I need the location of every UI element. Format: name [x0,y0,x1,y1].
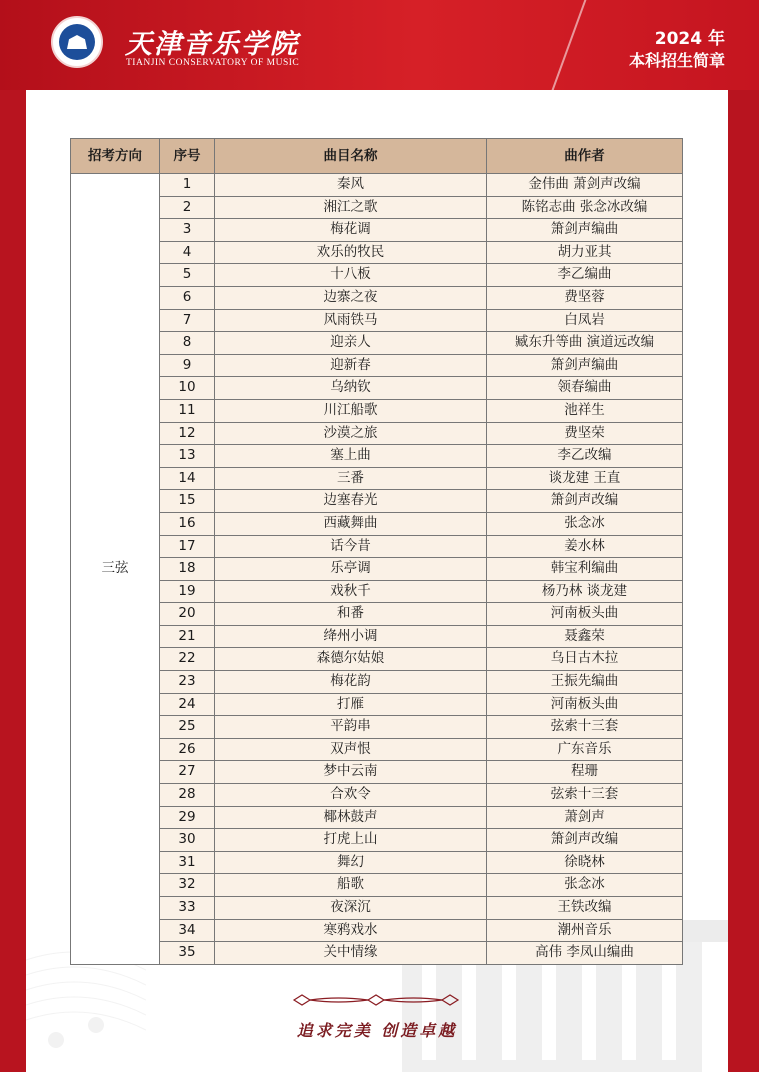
table-row [71,671,683,694]
table-header-row [71,139,683,174]
row-number-cell: 9 [160,354,215,377]
composer-cell: 高伟 李凤山编曲 [487,942,683,965]
composer-cell: 弦索十三套 [487,784,683,807]
composer-cell: 费坚蓉 [487,286,683,309]
piece-title-cell: 三番 [215,467,487,490]
row-number-cell: 3 [160,219,215,242]
composer-cell: 李乙改编 [487,445,683,468]
table-row [71,829,683,852]
piece-title-cell: 秦风 [215,174,487,197]
row-number-cell: 12 [160,422,215,445]
composer-cell: 潮州音乐 [487,919,683,942]
table-row [71,919,683,942]
composer-cell: 李乙编曲 [487,264,683,287]
piece-title-cell: 梦中云南 [215,761,487,784]
row-number-cell: 33 [160,897,215,920]
table-row [71,580,683,603]
piece-title-cell: 梅花韵 [215,671,487,694]
row-number-cell: 27 [160,761,215,784]
table-row [71,467,683,490]
row-number-cell: 29 [160,806,215,829]
row-number-cell: 17 [160,535,215,558]
header-number: 序号 [160,139,215,174]
row-number-cell: 10 [160,377,215,400]
header-category: 招考方向 [71,139,160,174]
piece-title-cell: 打雁 [215,693,487,716]
row-number-cell: 24 [160,693,215,716]
piece-title-cell: 迎新春 [215,354,487,377]
composer-cell: 姜水林 [487,535,683,558]
row-number-cell: 23 [160,671,215,694]
composer-cell: 韩宝利编曲 [487,558,683,581]
piece-title-cell: 乌纳钦 [215,377,487,400]
piece-title-cell: 边塞春光 [215,490,487,513]
piece-title-cell: 乐亭调 [215,558,487,581]
row-number-cell: 11 [160,399,215,422]
composer-cell: 箫剑声编曲 [487,354,683,377]
composer-cell: 箫剑声改编 [487,829,683,852]
table-row [71,806,683,829]
year-label: 2024 年 [654,29,725,49]
piece-title-cell: 欢乐的牧民 [215,241,487,264]
piece-title-cell: 川江船歌 [215,399,487,422]
table-row [71,648,683,671]
table-row [71,264,683,287]
row-number-cell: 26 [160,738,215,761]
header-divider [549,0,589,90]
row-number-cell: 8 [160,332,215,355]
composer-cell: 王铁改编 [487,897,683,920]
ornament-divider [288,994,464,1006]
composer-cell: 谈龙建 王直 [487,467,683,490]
composer-cell: 弦索十三套 [487,716,683,739]
table-row [71,784,683,807]
piece-title-cell: 打虎上山 [215,829,487,852]
row-number-cell: 6 [160,286,215,309]
piece-title-cell: 十八板 [215,264,487,287]
row-number-cell: 15 [160,490,215,513]
table-row [71,309,683,332]
table-row [71,399,683,422]
composer-cell: 王振先编曲 [487,671,683,694]
table-row [71,174,683,197]
table-row [71,445,683,468]
row-number-cell: 32 [160,874,215,897]
table-row [71,761,683,784]
composer-cell: 徐晓林 [487,851,683,874]
piece-title-cell: 椰林鼓声 [215,806,487,829]
row-number-cell: 14 [160,467,215,490]
table-row [71,625,683,648]
row-number-cell: 16 [160,512,215,535]
composer-cell: 池祥生 [487,399,683,422]
piece-title-cell: 塞上曲 [215,445,487,468]
composer-cell: 臧东升等曲 演道远改编 [487,332,683,355]
row-number-cell: 31 [160,851,215,874]
row-number-cell: 7 [160,309,215,332]
row-number-cell: 5 [160,264,215,287]
row-number-cell: 4 [160,241,215,264]
table-row [71,535,683,558]
composer-cell: 程珊 [487,761,683,784]
composer-cell: 张念冰 [487,874,683,897]
table-row [71,354,683,377]
composer-cell: 胡力亚其 [487,241,683,264]
table-row [71,874,683,897]
header-composer: 曲作者 [487,139,683,174]
page-body [26,90,728,1072]
row-number-cell: 19 [160,580,215,603]
piece-title-cell: 戏秋千 [215,580,487,603]
composer-cell: 聂鑫荣 [487,625,683,648]
table-row [71,512,683,535]
school-name-en: TIANJIN CONSERVATORY OF MUSIC [126,58,300,68]
table-row [71,422,683,445]
table-row [71,332,683,355]
table-row [71,558,683,581]
brochure-title: 本科招生简章 [628,51,725,70]
piece-title-cell: 沙漠之旅 [215,422,487,445]
row-number-cell: 13 [160,445,215,468]
row-number-cell: 25 [160,716,215,739]
table-row [71,286,683,309]
piece-title-cell: 风雨铁马 [215,309,487,332]
piece-title-cell: 西藏舞曲 [215,512,487,535]
row-number-cell: 1 [160,174,215,197]
piece-title-cell: 关中情缘 [215,942,487,965]
row-number-cell: 30 [160,829,215,852]
composer-cell: 杨乃林 谈龙建 [487,580,683,603]
piece-title-cell: 合欢令 [215,784,487,807]
row-number-cell: 21 [160,625,215,648]
piece-title-cell: 寒鸦戏水 [215,919,487,942]
piece-title-cell: 舞幻 [215,851,487,874]
composer-cell: 金伟曲 萧剑声改编 [487,174,683,197]
table-row [71,241,683,264]
school-logo [51,16,103,68]
table-row [71,851,683,874]
table-row [71,693,683,716]
composer-cell: 河南板头曲 [487,603,683,626]
row-number-cell: 18 [160,558,215,581]
row-number-cell: 35 [160,942,215,965]
table-row [71,196,683,219]
table-row [71,716,683,739]
composer-cell: 萧剑声 [487,806,683,829]
row-number-cell: 20 [160,603,215,626]
table-row [71,942,683,965]
composer-cell: 白凤岩 [487,309,683,332]
composer-cell: 箫剑声改编 [487,490,683,513]
composer-cell: 领春编曲 [487,377,683,400]
piece-title-cell: 船歌 [215,874,487,897]
row-number-cell: 28 [160,784,215,807]
composer-cell: 箫剑声编曲 [487,219,683,242]
table-row [71,219,683,242]
piece-title-cell: 平韵串 [215,716,487,739]
composer-cell: 费坚荣 [487,422,683,445]
piece-title-cell: 双声恨 [215,738,487,761]
piece-title-cell: 边寨之夜 [215,286,487,309]
row-number-cell: 22 [160,648,215,671]
school-motto: 追求完美 创造卓越 [296,1021,458,1040]
header-banner [0,0,759,90]
piece-title-cell: 梅花调 [215,219,487,242]
table-row [71,738,683,761]
piece-title-cell: 夜深沉 [215,897,487,920]
table-row [71,897,683,920]
row-number-cell: 34 [160,919,215,942]
piece-title-cell: 迎亲人 [215,332,487,355]
composer-cell: 广东音乐 [487,738,683,761]
category-cell: 三弦 [71,174,160,965]
table-row [71,603,683,626]
composer-cell: 陈铭志曲 张念冰改编 [487,196,683,219]
table-row [71,490,683,513]
table-row [71,377,683,400]
piece-title-cell: 森德尔姑娘 [215,648,487,671]
piece-title-cell: 话今昔 [215,535,487,558]
row-number-cell: 2 [160,196,215,219]
composer-cell: 张念冰 [487,512,683,535]
piece-title-cell: 湘江之歌 [215,196,487,219]
school-name-cn: 天津音乐学院 [125,29,299,60]
repertoire-table [70,138,683,965]
piece-title-cell: 和番 [215,603,487,626]
composer-cell: 乌日古木拉 [487,648,683,671]
piece-title-cell: 绛州小调 [215,625,487,648]
composer-cell: 河南板头曲 [487,693,683,716]
header-title: 曲目名称 [215,139,487,174]
